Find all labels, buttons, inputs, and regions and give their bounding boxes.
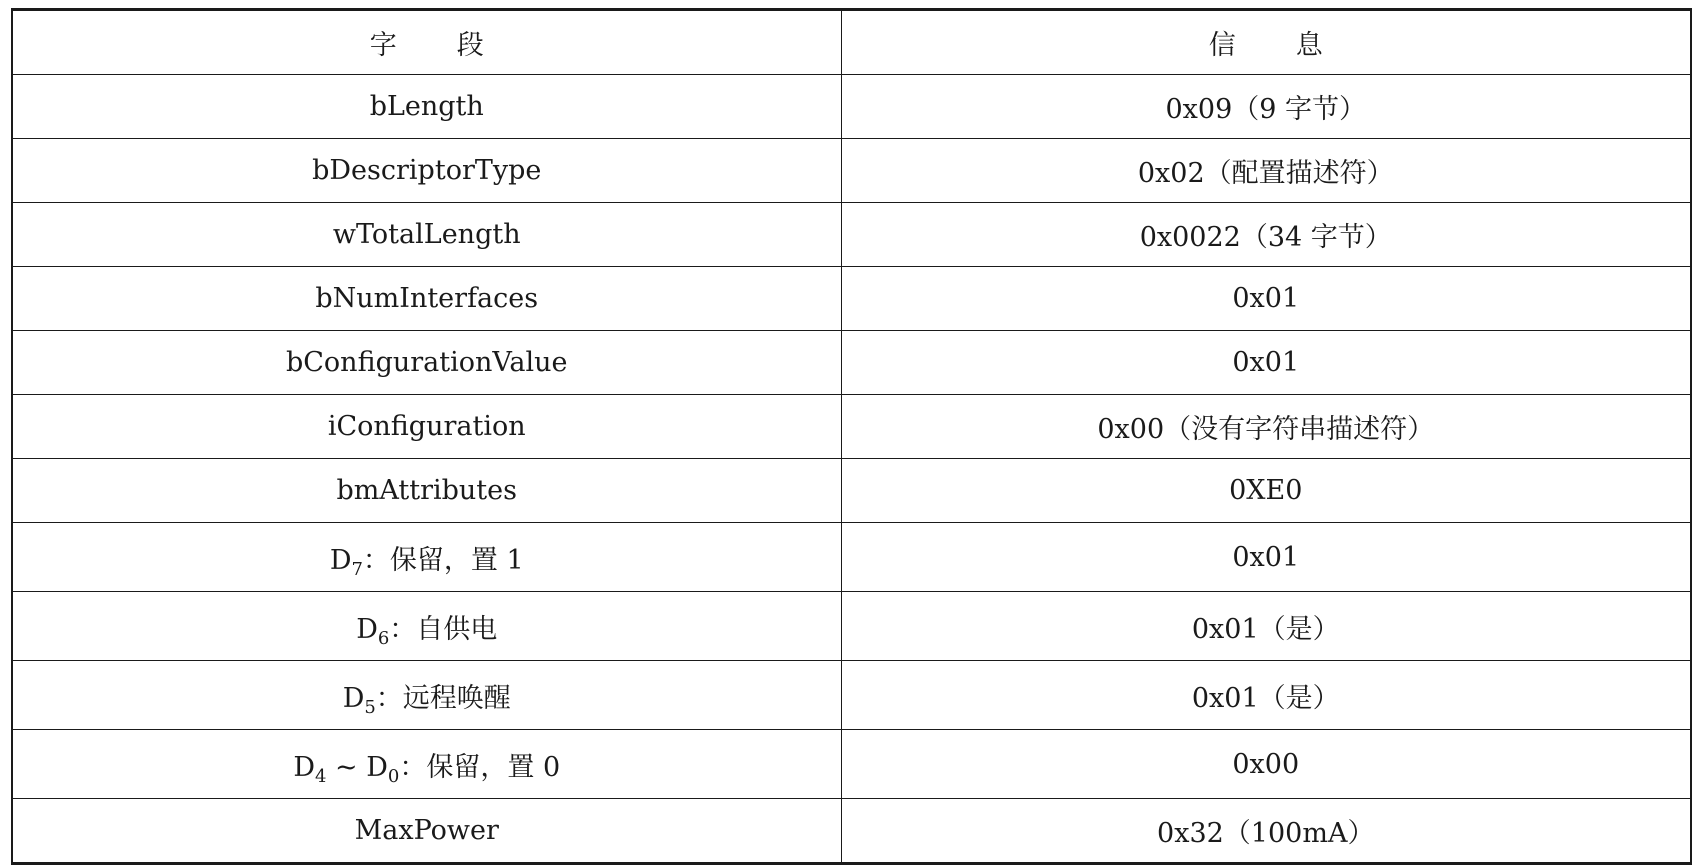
table-row [12, 523, 1691, 592]
info-cell: 0x00 [841, 730, 1691, 799]
field-cell: wTotalLength [12, 203, 841, 267]
table-row [12, 799, 1691, 864]
header-field-char-1: 字 [369, 30, 397, 61]
info-cell: 0x02（配置描述符） [841, 139, 1691, 203]
header-field [12, 10, 841, 75]
info-cell: 0x32（100mA） [841, 799, 1691, 864]
table-row [12, 331, 1691, 395]
header-info [841, 10, 1691, 75]
field-cell: bLength [12, 75, 841, 139]
field-cell [12, 592, 841, 661]
table-row [12, 592, 1691, 661]
bit-description: ：远程唤醒 [375, 682, 511, 714]
table-row [12, 395, 1691, 459]
bit-subscript: 6 [377, 627, 390, 649]
field-cell [12, 523, 841, 592]
info-cell: 0x01 [841, 331, 1691, 395]
info-cell: 0XE0 [841, 459, 1691, 523]
info-cell: 0x0022（34 字节） [841, 203, 1691, 267]
table-row [12, 139, 1691, 203]
table-row [12, 661, 1691, 730]
configuration-descriptor-table [11, 8, 1692, 865]
table-row [12, 730, 1691, 799]
table-row [12, 203, 1691, 267]
bit-label: D [329, 544, 352, 576]
table-header-row [12, 10, 1691, 75]
table-row [12, 459, 1691, 523]
table-row [12, 267, 1691, 331]
field-cell [12, 730, 841, 799]
field-cell: MaxPower [12, 799, 841, 864]
header-info-char-2: 息 [1295, 30, 1323, 61]
field-cell: bDescriptorType [12, 139, 841, 203]
descriptor-table-container [11, 8, 1690, 865]
bit-label: D [293, 751, 316, 783]
info-cell: 0x09（9 字节） [841, 75, 1691, 139]
info-cell: 0x00（没有字符串描述符） [841, 395, 1691, 459]
bit-subscript: 5 [364, 696, 376, 718]
header-info-char-1: 信 [1208, 30, 1236, 61]
info-cell: 0x01（是） [841, 592, 1691, 661]
field-cell: bNumInterfaces [12, 267, 841, 331]
field-cell: iConfiguration [12, 395, 841, 459]
info-cell: 0x01 [841, 267, 1691, 331]
field-cell: bConfigurationValue [12, 331, 841, 395]
bit-subscript-end: 0 [387, 765, 400, 787]
info-cell: 0x01 [841, 523, 1691, 592]
bit-label: D [342, 682, 365, 714]
table-row [12, 75, 1691, 139]
bit-subscript: 4 [315, 765, 327, 787]
bit-description: ：自供电 [389, 613, 498, 645]
bit-subscript: 7 [351, 558, 363, 580]
field-cell: bmAttributes [12, 459, 841, 523]
bit-description: ：保留，置 0 [399, 751, 561, 783]
bit-range-separator: ~ D [326, 751, 388, 783]
bit-label: D [356, 613, 378, 645]
bit-description: ：保留，置 1 [362, 544, 524, 576]
header-field-char-2: 段 [456, 30, 484, 61]
field-cell [12, 661, 841, 730]
info-cell: 0x01（是） [841, 661, 1691, 730]
